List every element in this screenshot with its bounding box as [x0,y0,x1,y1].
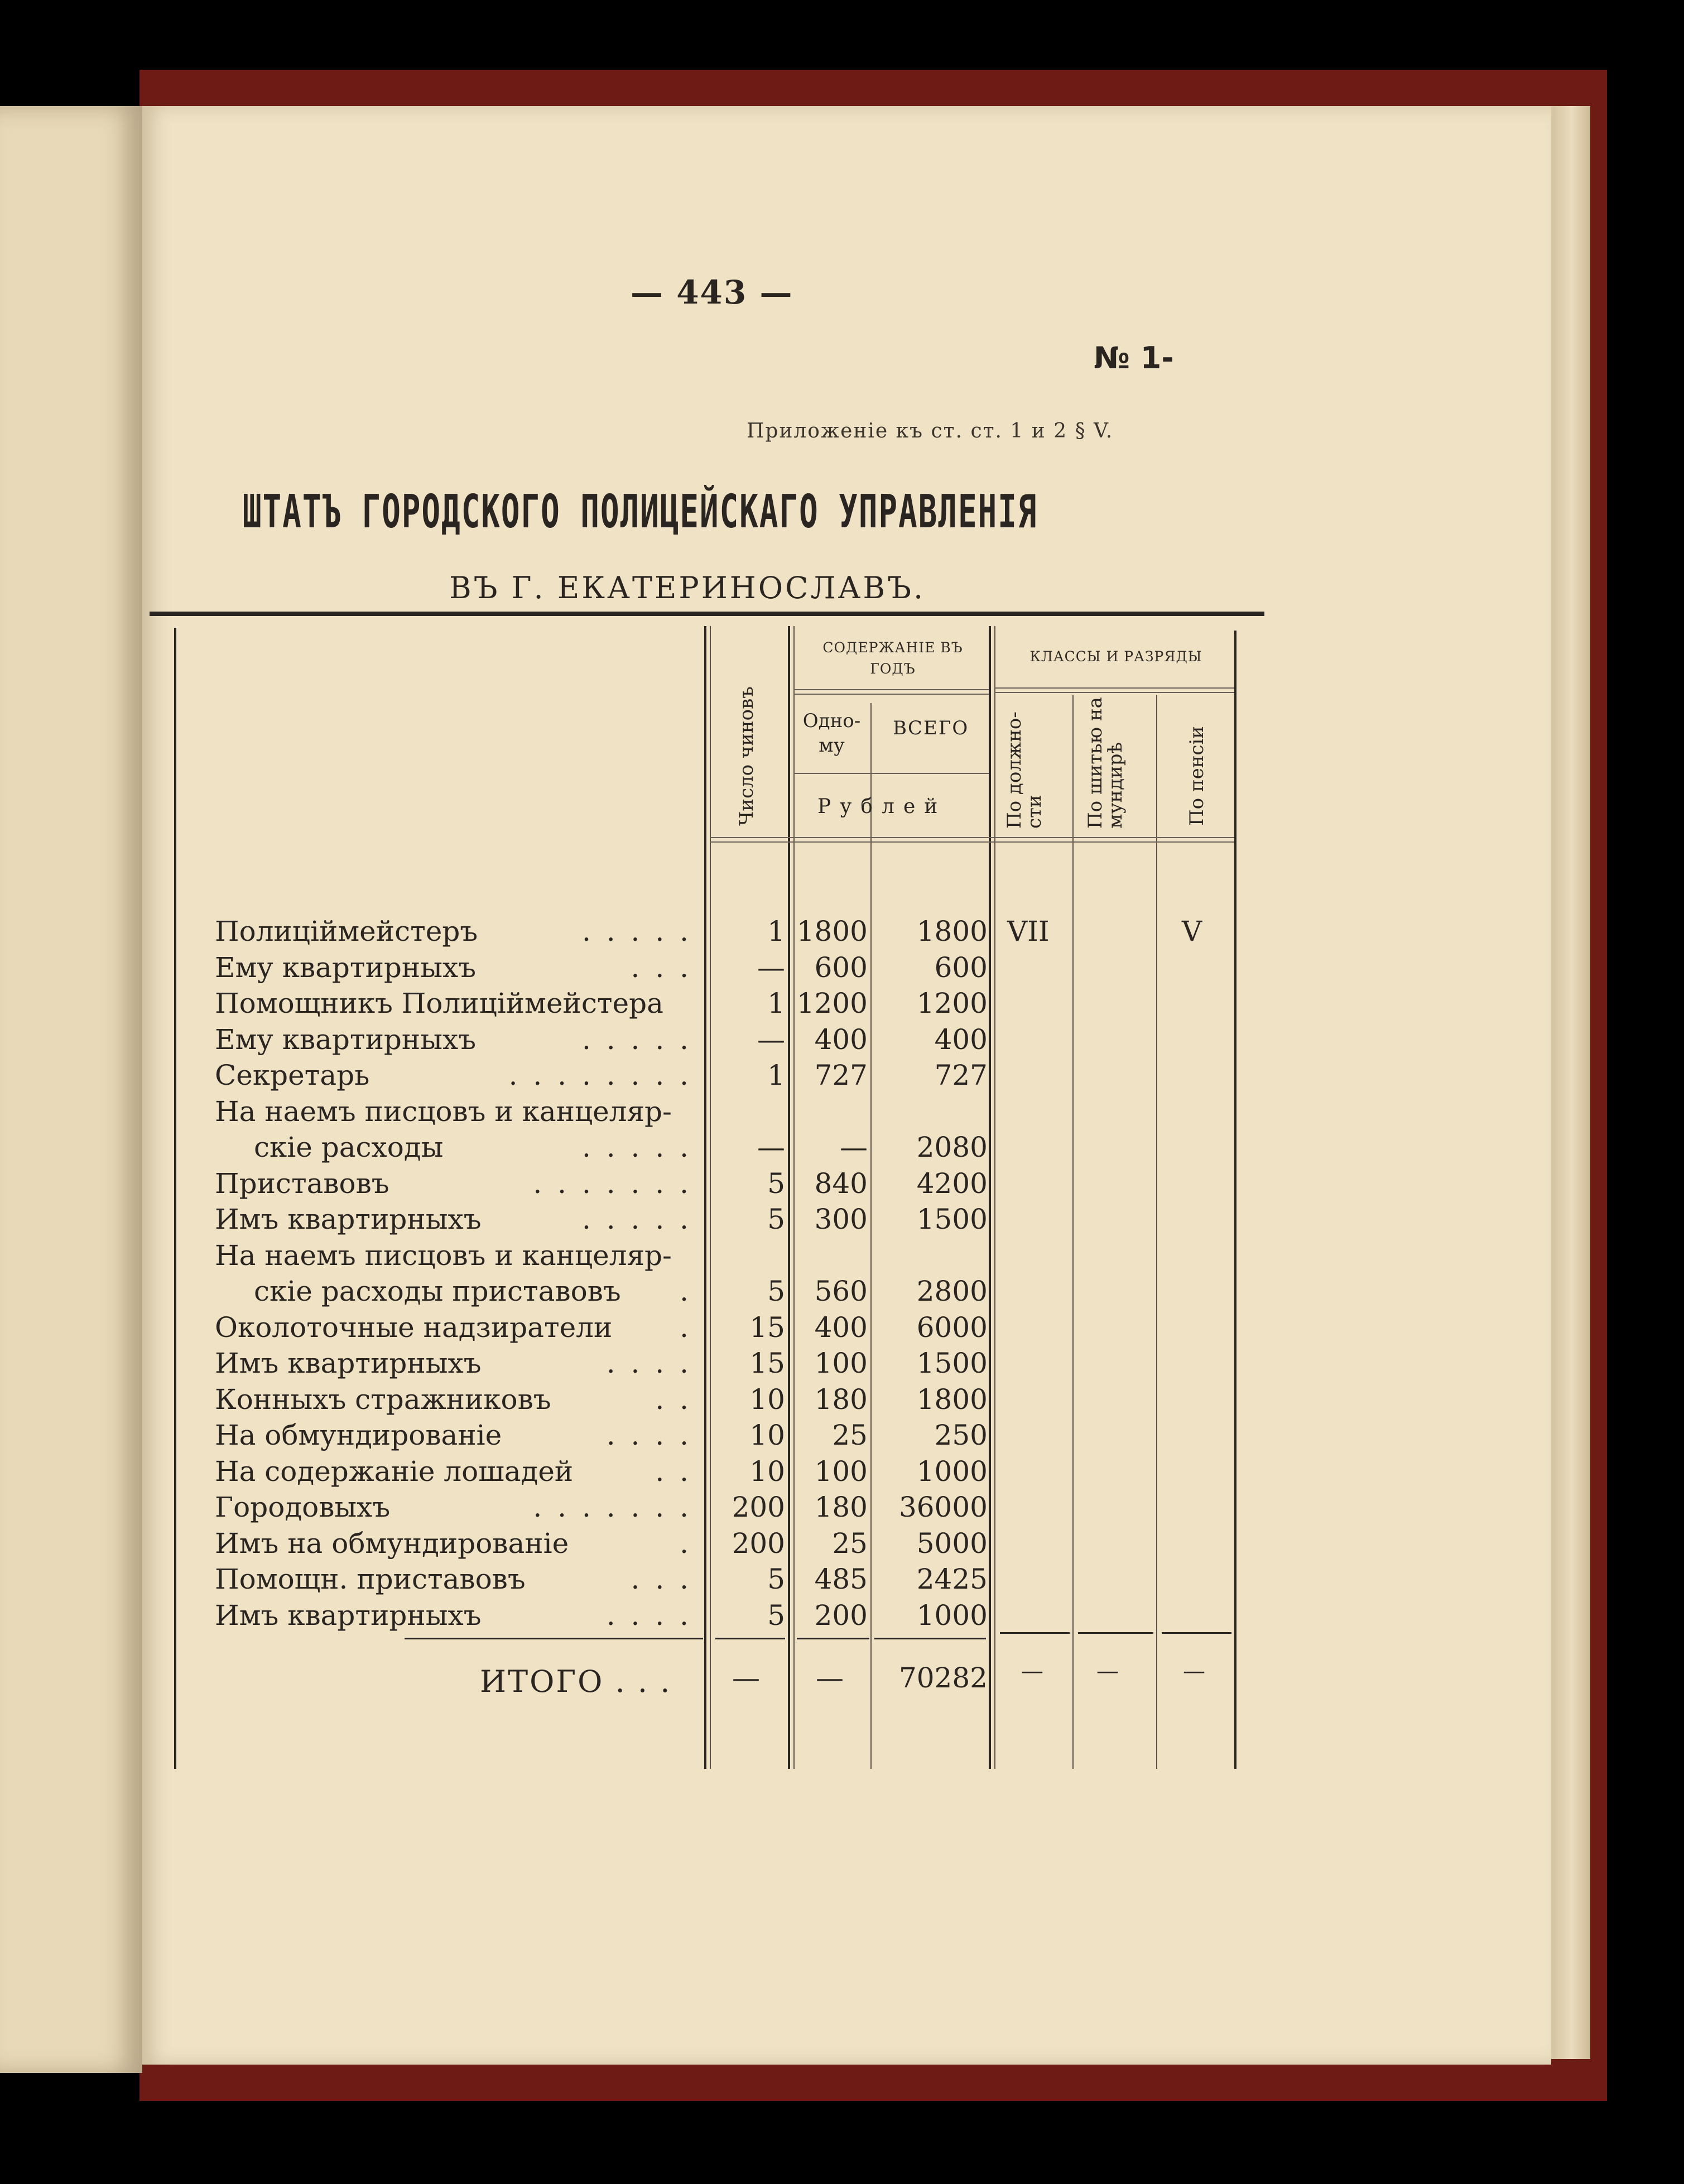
row-total: 400 [934,1023,988,1056]
row-per-one: 1200 [796,987,868,1019]
row-label-dots: . . . . [606,1599,692,1632]
total-rule-pension [1162,1632,1231,1634]
total-rule-perone [797,1638,869,1639]
header-by-uniform: По шитью на мундирѣ [1084,697,1127,829]
row-per-one: 25 [832,1527,868,1560]
row-count: 1 [767,915,785,947]
row-label-text: Имъ квартирныхъ [215,1599,482,1632]
column-divider-classes-left [989,626,991,1769]
total-rule-total [874,1638,986,1639]
header-by-position: По должно-сти [1003,711,1046,829]
header-salary-group: СОДЕРЖАНІЕ ВЪ ГОДЪ [822,639,963,677]
row-total: 1800 [916,915,988,947]
row-label-dots: . [680,1311,692,1344]
table-row-label [215,1599,692,1632]
total-sum: 70282 [898,1662,988,1694]
header-total: ВСЕГО [893,717,969,739]
row-per-one: 840 [814,1167,868,1200]
row-label-dots: . . . . . [581,1203,692,1235]
table-row-label [215,1491,692,1523]
total-rule-position [1000,1632,1070,1634]
row-total: 1500 [916,1347,988,1379]
row-count: 200 [732,1527,785,1560]
column-divider-uniform-left [1072,695,1074,1769]
row-label-text: Околоточные надзиратели [215,1311,613,1344]
row-total: 2080 [916,1131,988,1163]
table-row-label [215,1311,692,1344]
row-per-one: 300 [814,1203,868,1235]
row-label-text: Приставовъ [215,1167,389,1200]
column-divider-count-left [704,626,706,1769]
table-row-label [215,1203,692,1235]
row-total: 600 [934,951,988,984]
row-count: 10 [749,1383,785,1416]
page-number: — 443 — [631,273,793,311]
header-bottom-rule [710,837,1234,838]
table-row-label [215,1383,692,1416]
row-per-one: 180 [814,1383,868,1416]
table-row-label [254,1275,731,1307]
total-rule-count [715,1638,785,1639]
appendix-note: Приложеніе къ ст. ст. 1 и 2 § V. [747,420,1114,442]
row-class: VII [1007,915,1050,947]
document-number: № 1- [1094,340,1174,376]
row-count: 10 [749,1419,785,1451]
row-total: 1800 [916,1383,988,1416]
total-label-text: ИТОГО [480,1664,604,1699]
table-row-label [215,1023,692,1056]
row-label-dots: . . . [631,1563,692,1595]
table-row-label [215,951,692,984]
table-row-label [215,987,692,1019]
total-per-one: — [816,1662,844,1694]
left-page [0,106,142,2073]
column-divider-classes-left2 [994,626,995,1769]
row-label-text: Имъ квартирныхъ [215,1203,482,1235]
table-row-label [215,1347,692,1379]
table-row-label [215,915,692,947]
table-row-label [215,1059,692,1091]
header-rubles: Рублей [817,795,947,818]
header-per-one: Одно-му [802,710,861,757]
table-left-border [174,628,176,1769]
row-label-text: На наемъ писцовъ и канцеляр- [215,1095,672,1128]
row-label-text: Ему квартирныхъ [215,1023,477,1056]
row-per-one: 400 [814,1311,868,1344]
page-subtitle: ВЪ Г. ЕКАТЕРИНОСЛАВЪ. [449,570,926,605]
row-label-text: На наемъ писцовъ и канцеляр- [215,1239,672,1272]
row-label-text: Конныхъ стражниковъ [215,1383,551,1416]
row-count: 5 [767,1563,785,1595]
table-top-rule [150,612,1264,616]
row-label-dots: . . . . . [581,1023,692,1056]
row-label-dots: . . . . [606,1347,692,1379]
row-label-dots: . . . . . . . [533,1491,692,1523]
row-per-one: 1800 [796,915,868,947]
header-by-pension: По пенсіи [1186,726,1208,826]
row-label-text: скіе расходы [254,1131,444,1163]
total-by-position: — [1021,1658,1043,1684]
row-label-text: Секретарь [215,1059,370,1091]
header-rule-classes [994,687,1234,689]
header-count: Число чиновъ [735,686,758,826]
column-divider-pension-left [1156,695,1157,1769]
row-label-dots: . . . . . [581,915,692,947]
row-count: 5 [767,1203,785,1235]
row-per-one: 600 [814,951,868,984]
total-by-pension: — [1183,1658,1205,1684]
row-total: 250 [934,1419,988,1451]
row-label-text: Имъ квартирныхъ [215,1347,482,1379]
row-per-one: 25 [832,1419,868,1451]
total-by-uniform: — [1096,1658,1119,1684]
header-rule-salary2 [793,694,989,695]
row-per-one: 400 [814,1023,868,1056]
row-per-one: 200 [814,1599,868,1632]
row-label-text: скіе расходы приставовъ [254,1275,621,1307]
row-total: 6000 [916,1311,988,1344]
row-label-dots: . . [655,1455,692,1488]
row-per-one: 560 [814,1275,868,1307]
header-rule-classes2 [994,692,1234,693]
row-label-dots: . . . . . [581,1131,692,1163]
table-row-label [215,1563,692,1595]
row-count: — [757,951,785,984]
total-label-dots: . . . [615,1664,672,1699]
row-per-one: 180 [814,1491,868,1523]
total-label [480,1664,671,1699]
row-count: 200 [732,1491,785,1523]
row-pension: V [1182,915,1202,947]
row-label-text: Городовыхъ [215,1491,391,1523]
row-total: 1000 [916,1599,988,1632]
row-count: — [757,1131,785,1163]
row-label-dots: . . . [631,951,692,984]
row-label-dots: . [680,1527,692,1560]
row-count: 1 [767,987,785,1019]
total-count: — [732,1662,760,1694]
row-count: 10 [749,1455,785,1488]
row-per-one: 100 [814,1347,868,1379]
row-label-text: Имъ на обмундированіе [215,1527,569,1560]
table-row-label [215,1527,692,1560]
row-total: 1000 [916,1455,988,1488]
table-row-label [215,1167,692,1200]
row-label-text: Помощн. приставовъ [215,1563,526,1595]
row-per-one: — [840,1131,868,1163]
table-row-label [215,1419,692,1451]
header-rule-salary [793,689,989,690]
row-total: 1500 [916,1203,988,1235]
row-count: 5 [767,1275,785,1307]
row-label-dots: . . . . [606,1419,692,1451]
row-label-dots: . [680,1275,692,1307]
column-divider-total-left [870,703,872,1769]
row-label-dots: . . . . . . . [533,1167,692,1200]
row-label-text: На содержаніе лошадей [215,1455,574,1488]
table-right-border [1234,631,1236,1769]
row-total: 2425 [916,1563,988,1595]
row-label-text: На обмундированіе [215,1419,502,1451]
row-count: 15 [749,1311,785,1344]
header-bottom-rule2 [710,841,1234,843]
row-label-text: Помощникъ Полиціймейстера [215,987,663,1019]
row-label-dots: . . . . . . . . [508,1059,692,1091]
row-total: 5000 [916,1527,988,1560]
row-count: 1 [767,1059,785,1091]
row-total: 1200 [916,987,988,1019]
table-row-label [215,1239,692,1272]
row-per-one: 485 [814,1563,868,1595]
column-divider-perone-left [788,626,790,1769]
row-label-text: Ему квартирныхъ [215,951,477,984]
row-count: 5 [767,1167,785,1200]
row-count: 15 [749,1347,785,1379]
row-label-dots: . . [655,1383,692,1416]
row-per-one: 100 [814,1455,868,1488]
table-row-label [215,1095,692,1128]
row-label-text: Полиціймейстеръ [215,915,478,947]
row-total: 2800 [916,1275,988,1307]
header-classes-group: КЛАССЫ И РАЗРЯДЫ [1029,648,1202,665]
total-rule-label [405,1638,703,1639]
row-total: 727 [934,1059,988,1091]
table-row-label [254,1131,731,1163]
row-count: 5 [767,1599,785,1632]
table-row-label [215,1455,692,1488]
row-count: — [757,1023,785,1056]
row-per-one: 727 [814,1059,868,1091]
row-total: 36000 [898,1491,988,1523]
row-total: 4200 [916,1167,988,1200]
header-rule-rubles [793,773,989,774]
page-title: ШТАТЪ ГОРОДСКОГО ПОЛИЦЕЙСКАГО УПРАВЛЕНІЯ [243,485,1038,538]
total-rule-uniform [1078,1632,1153,1634]
